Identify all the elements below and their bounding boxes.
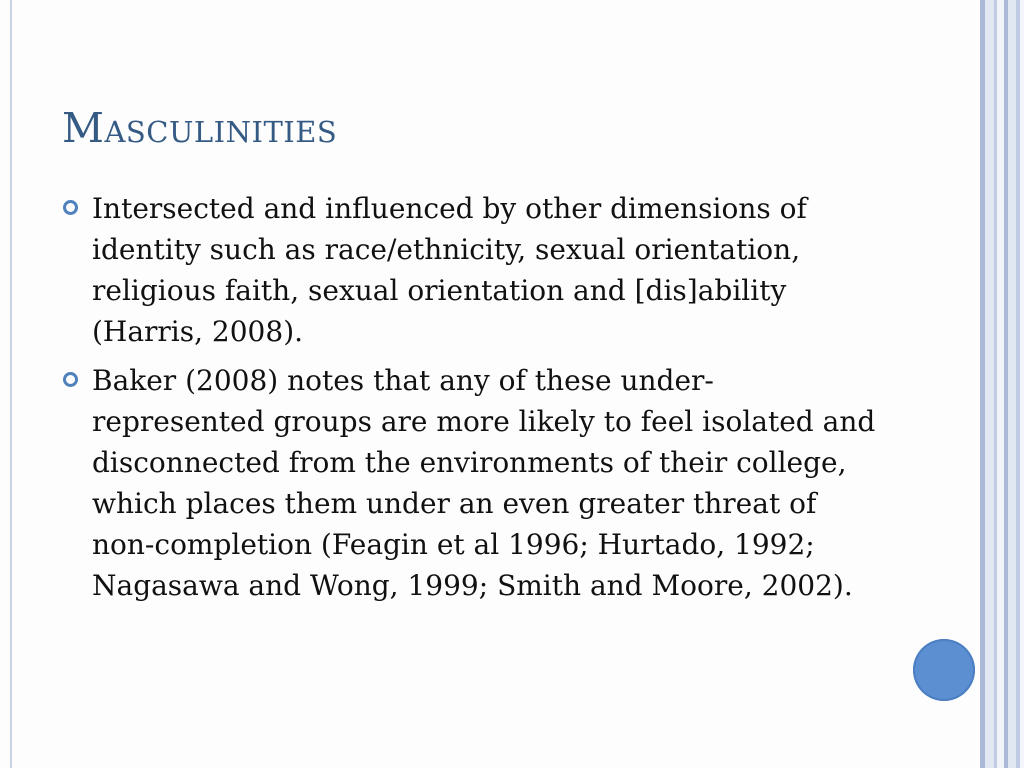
right-border-stripes [978,0,1024,768]
bullet-ring-icon [63,372,78,387]
bullet-ring-icon [63,200,78,215]
bullet-list [60,188,880,614]
slide-title: Masculinities [62,104,338,152]
bullet-item [60,188,880,352]
decorative-circle [913,639,975,701]
bullet-item [60,360,880,606]
bullet-text: Intersected and influenced by other dimensions of identity such as race/ethnicity, sexual orientation, religious faith, sexual orientation and [dis]ability (Harris, 2008). [92,192,807,348]
left-border-decoration [0,0,12,768]
bullet-text: Baker (2008) notes that any of these under-represented groups are more likely to feel isolated and disconnected from the environments of their college, which places them under an even greater threat of non-completion (Feagin et al 1996; Hurtado, 1992; Nagasawa and Wong, 1999; Smith and Moore, 2002). [92,364,876,602]
